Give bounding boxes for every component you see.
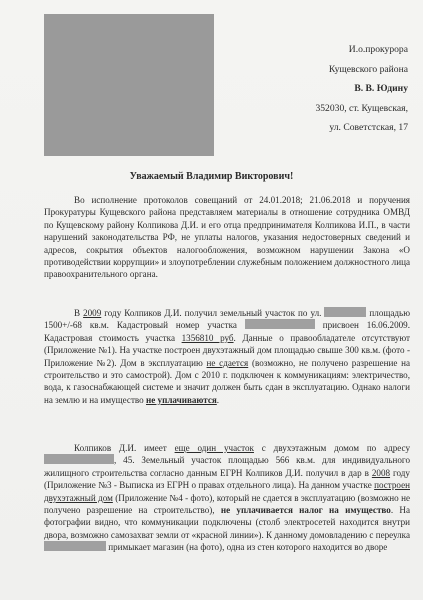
text-run: В: [74, 308, 84, 318]
redacted-lane: [44, 541, 106, 551]
another-plot-text: еще один участок: [174, 443, 254, 453]
redacted-address: [44, 454, 114, 464]
addressee-position: И.о.прокурора: [348, 44, 408, 55]
redacted-letterhead: [44, 14, 214, 156]
text-run: присвоен 16.06.2009. Кадастровая стоимость участка: [44, 320, 410, 343]
addressee-block: [315, 40, 408, 138]
paragraph-intro: [44, 194, 410, 281]
greeting: Уважаемый Владимир Викторович!: [129, 171, 294, 182]
text-run: . Данные о правообладателе отсутствуют (Приложение №1). На участке построен двухэтажный дом площадью свыше 300 кв.м. (фото - Приложение №2). Дом в эксплуатацию: [44, 332, 410, 368]
addressee-postal: 352030, ст. Кущевская,: [315, 102, 408, 114]
text-run: , 45. Земельный участок площадью 566 кв.м. для индивидуального жилищного строительства согласно данным ЕГРН Колпиков Д.И. получил в дар в: [44, 455, 410, 478]
text-run: . На фотографии видно, что коммуникации подключены (столб электросетей находится внутри двора, возможно самозахват земли от «красной линии»). К данному домовладению с переулка: [44, 505, 410, 540]
text-run: (Приложение №4 - фото), который не сдается в эксплуатацию (возможно не получено разрешение на строительство),: [44, 492, 410, 516]
redacted-street: [324, 307, 366, 317]
redacted-cadastral-number: [245, 319, 315, 329]
property-tax-not-paid-text: не уплачивается налог на имущество: [220, 505, 391, 516]
plot-year: 2009: [83, 308, 102, 318]
cadastral-cost: 1356810 руб: [181, 332, 234, 343]
paragraph-second-plot: [44, 442, 410, 554]
text-run: Колпиков Д.И. имеет: [74, 443, 175, 453]
paragraph-first-plot: [44, 307, 410, 406]
text-run: .: [216, 394, 220, 405]
gift-year: 2008: [371, 467, 391, 478]
addressee-district: Кущевского района: [328, 63, 408, 75]
paragraph-intro-text: Во исполнение протоколов совещаний от 24.01.2018; 21.06.2018 и поручения Прокуратуры Кущевского района представляем материалы в отношение сотрудника ОМВД по Кущевскому району Колпикова Д.И. и его отца предпринимателя Колпикова И.П., в части нарушений законодательства РФ, не уплаты налогов, указания недостоверных сведений и адресов, сокрытия объектов налогообложения, возможном нарушении Закона «О противодействии коррупции» и злоупотреблении служебным положением должностного лица правоохранительного органа.: [44, 195, 410, 280]
addressee-street: ул. Советстская, 17: [329, 122, 408, 133]
built-house-text: построен двухэтажный дом: [44, 480, 410, 503]
text-run: (возможно, не получено разрешение на строительство и это самострой). Дом с 2010 г. подключен к коммуникациям: электричество, вода, к газоснабжающей системе и значит должен быть сдан в эксплуатацию. Однако налоги на землю и на имущество: [44, 357, 410, 405]
text-run: площадью 1500+/-68 кв.м. Кадастровый номер участка: [44, 308, 410, 331]
text-run: году (Приложение №3 - Выписка из ЕГРН о правах отдельного лица). На данном участке: [44, 467, 410, 491]
addressee-name: В. В. Юдину: [354, 83, 408, 94]
not-commissioned-text: не сдается: [206, 357, 249, 368]
text-run: году Колпиков Д.И. получил земельный участок по ул.: [101, 308, 325, 318]
text-run: с двухэтажным домом по адресу: [253, 443, 410, 453]
text-run: примыкает магазин (на фото), одна из стен которого находится во дворе: [106, 542, 388, 553]
taxes-not-paid-text: не уплачиваются: [145, 394, 217, 405]
